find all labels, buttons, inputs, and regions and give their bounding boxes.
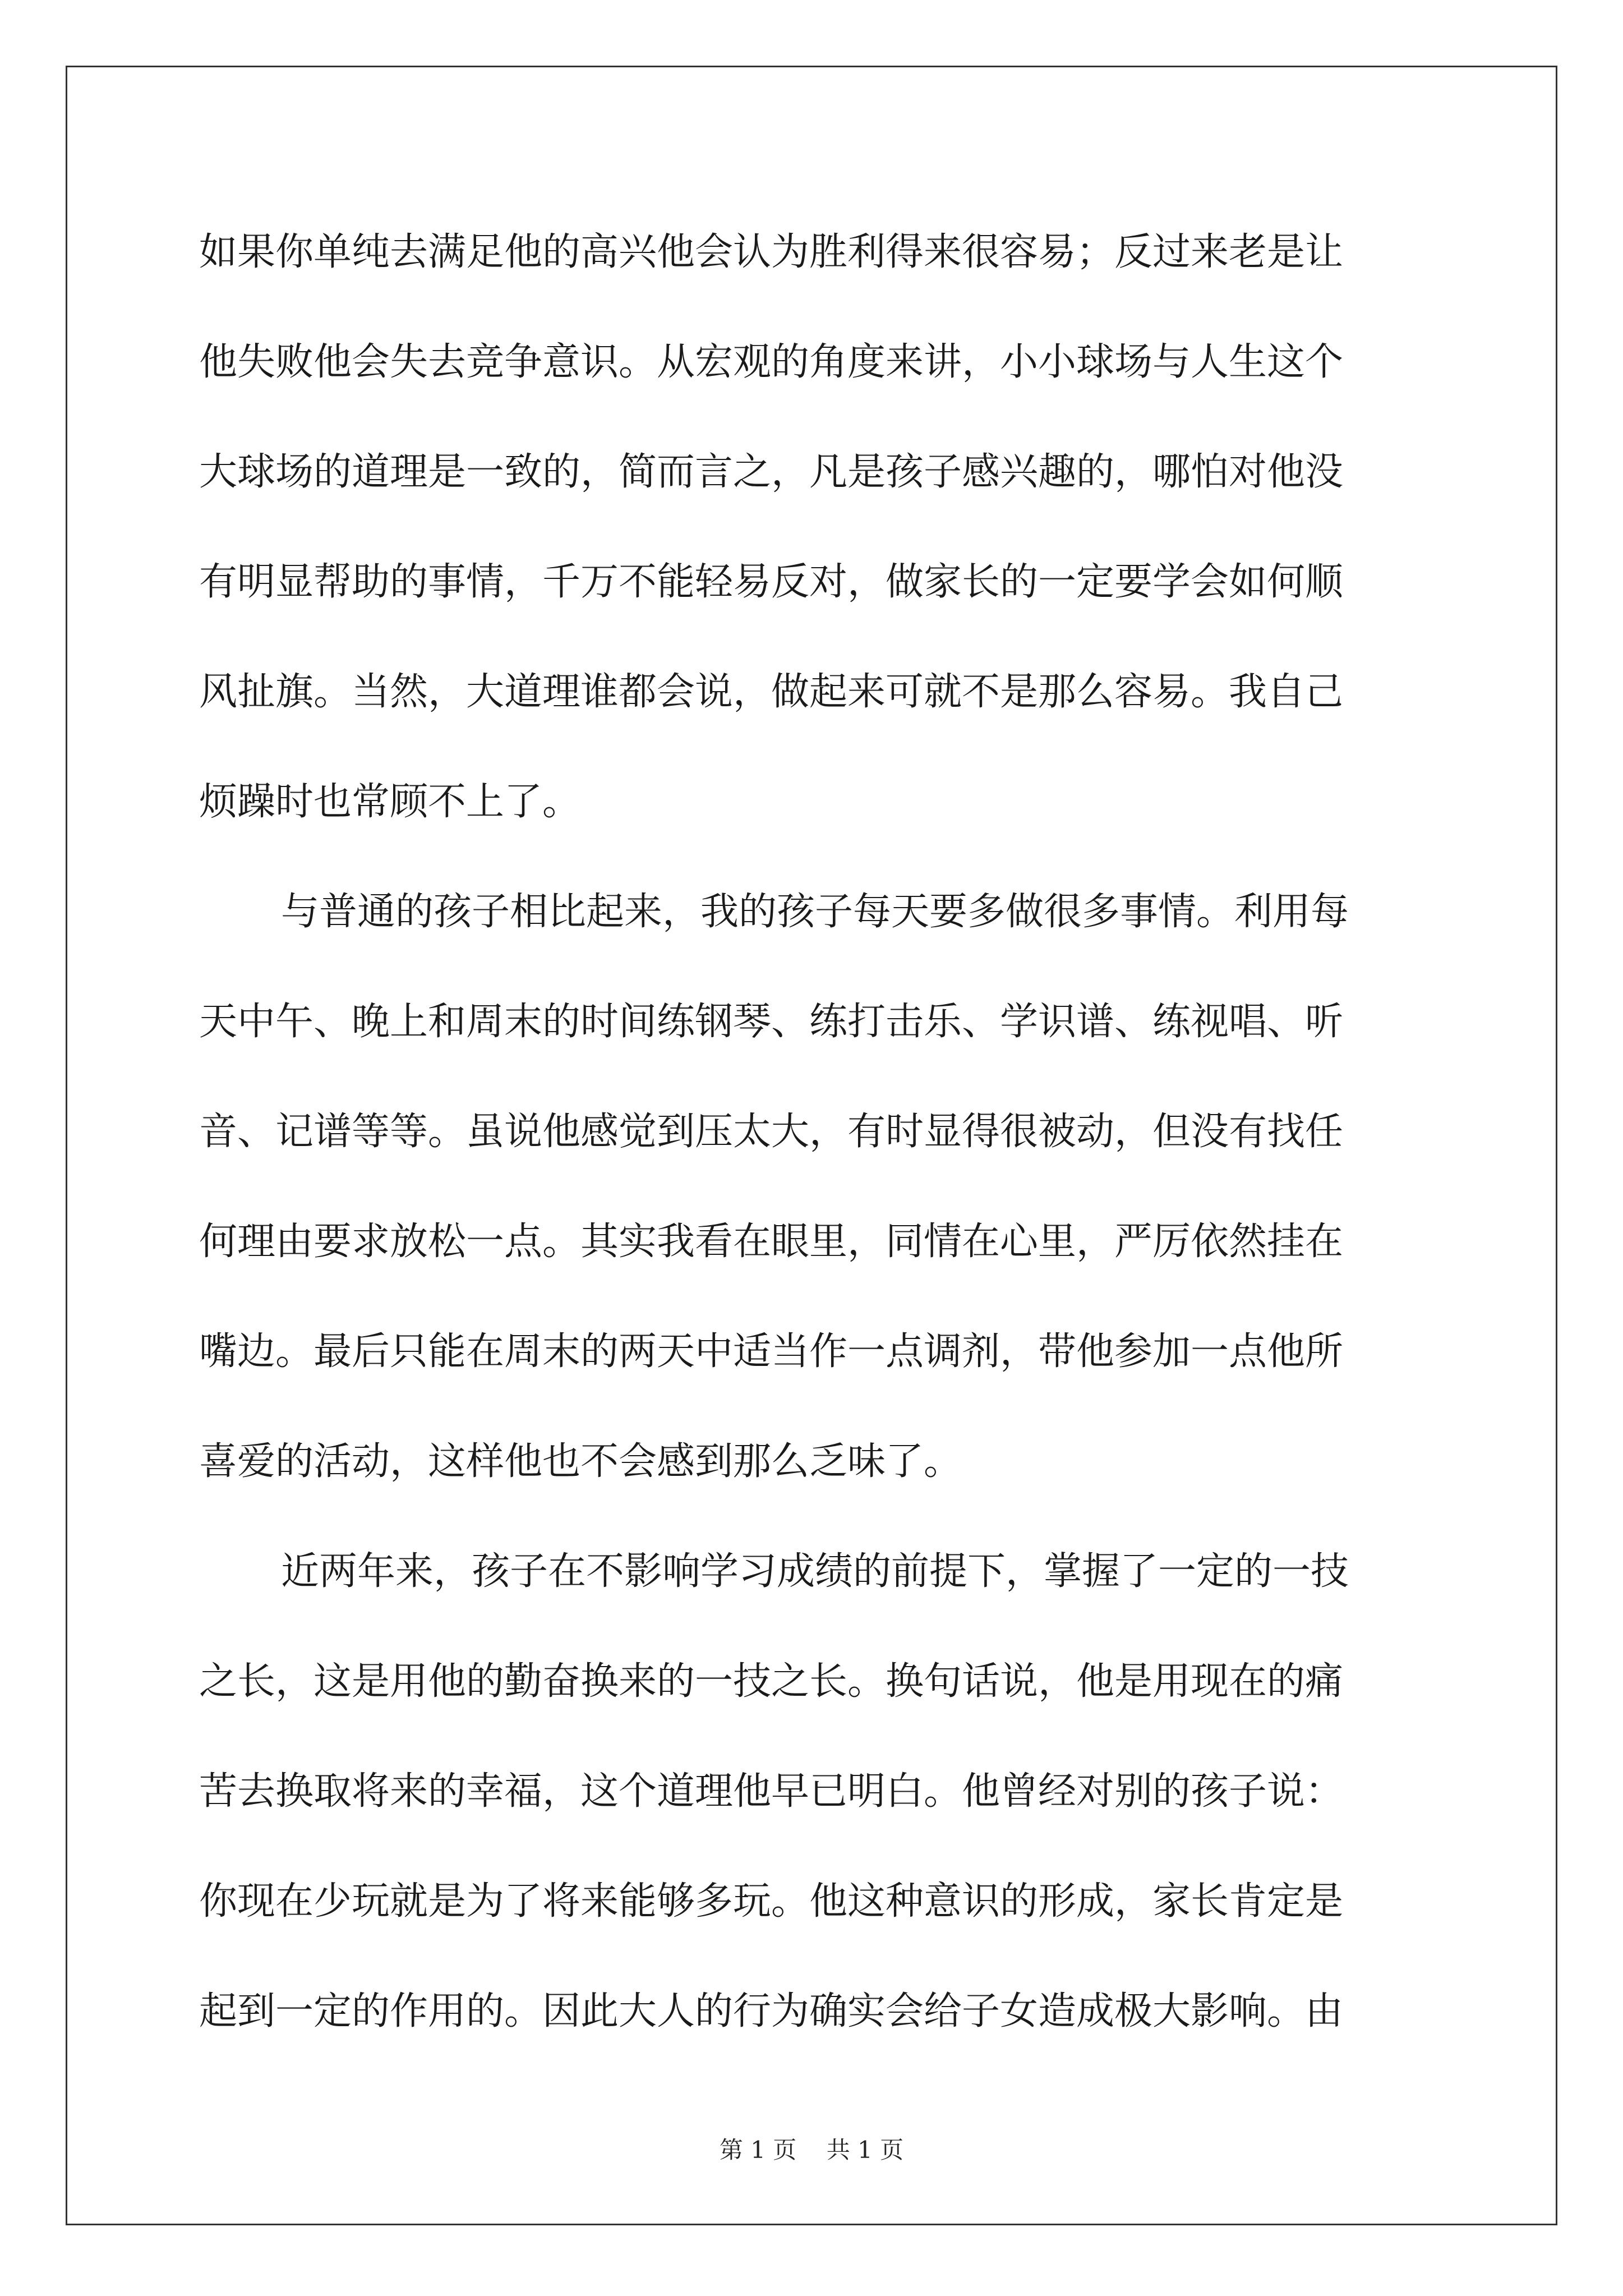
text-line: 风扯旗。当然，大道理谁都会说，做起来可就不是那么容易。我自己 <box>199 670 1344 714</box>
text-line: 如果你单纯去满足他的高兴他会认为胜利得来很容易；反过来老是让 <box>199 230 1344 274</box>
text-line: 苦去换取将来的幸福，这个道理他早已明白。他曾经对别的孩子说： <box>199 1769 1344 1814</box>
text-line: 有明显帮助的事情，千万不能轻易反对，做家长的一定要学会如何顺 <box>199 560 1344 604</box>
text-line: 喜爱的活动，这样他也不会感到那么乏味了。 <box>199 1439 962 1484</box>
text-line: 何理由要求放松一点。其实我看在眼里，同情在心里，严厉依然挂在 <box>199 1220 1344 1264</box>
paragraph-start-line: 近两年来，孩子在不影响学习成绩的前提下，掌握了一定的一技 <box>281 1549 1349 1594</box>
text-line: 大球场的道理是一致的，简而言之，凡是孩子感兴趣的，哪怕对他没 <box>199 450 1344 494</box>
text-line: 之长，这是用他的勤奋换来的一技之长。换句话说，他是用现在的痛 <box>199 1659 1344 1704</box>
body-text <box>199 197 1427 2067</box>
page-footer <box>0 2133 1623 2167</box>
page-number: 第 1 页 <box>719 2136 797 2164</box>
text-line: 你现在少玩就是为了将来能够多玩。他这种意识的形成，家长肯定是 <box>199 1879 1344 1924</box>
text-line: 他失败他会失去竞争意识。从宏观的角度来讲，小小球场与人生这个 <box>199 340 1344 384</box>
text-line: 嘴边。最后只能在周末的两天中适当作一点调剂，带他参加一点他所 <box>199 1329 1344 1374</box>
paragraph-start-line: 与普通的孩子相比起来，我的孩子每天要多做很多事情。利用每 <box>281 890 1349 934</box>
text-line: 烦躁时也常顾不上了。 <box>199 780 581 824</box>
text-line: 天中午、晚上和周末的时间练钢琴、练打击乐、学识谱、练视唱、听 <box>199 1000 1344 1044</box>
page-total: 共 1 页 <box>826 2136 904 2164</box>
text-line: 起到一定的作用的。因此大人的行为确实会给子女造成极大影响。由 <box>199 1989 1344 2033</box>
footer-gap <box>796 2136 826 2164</box>
text-line: 音、记谱等等。虽说他感觉到压太大，有时显得很被动，但没有找任 <box>199 1110 1344 1154</box>
